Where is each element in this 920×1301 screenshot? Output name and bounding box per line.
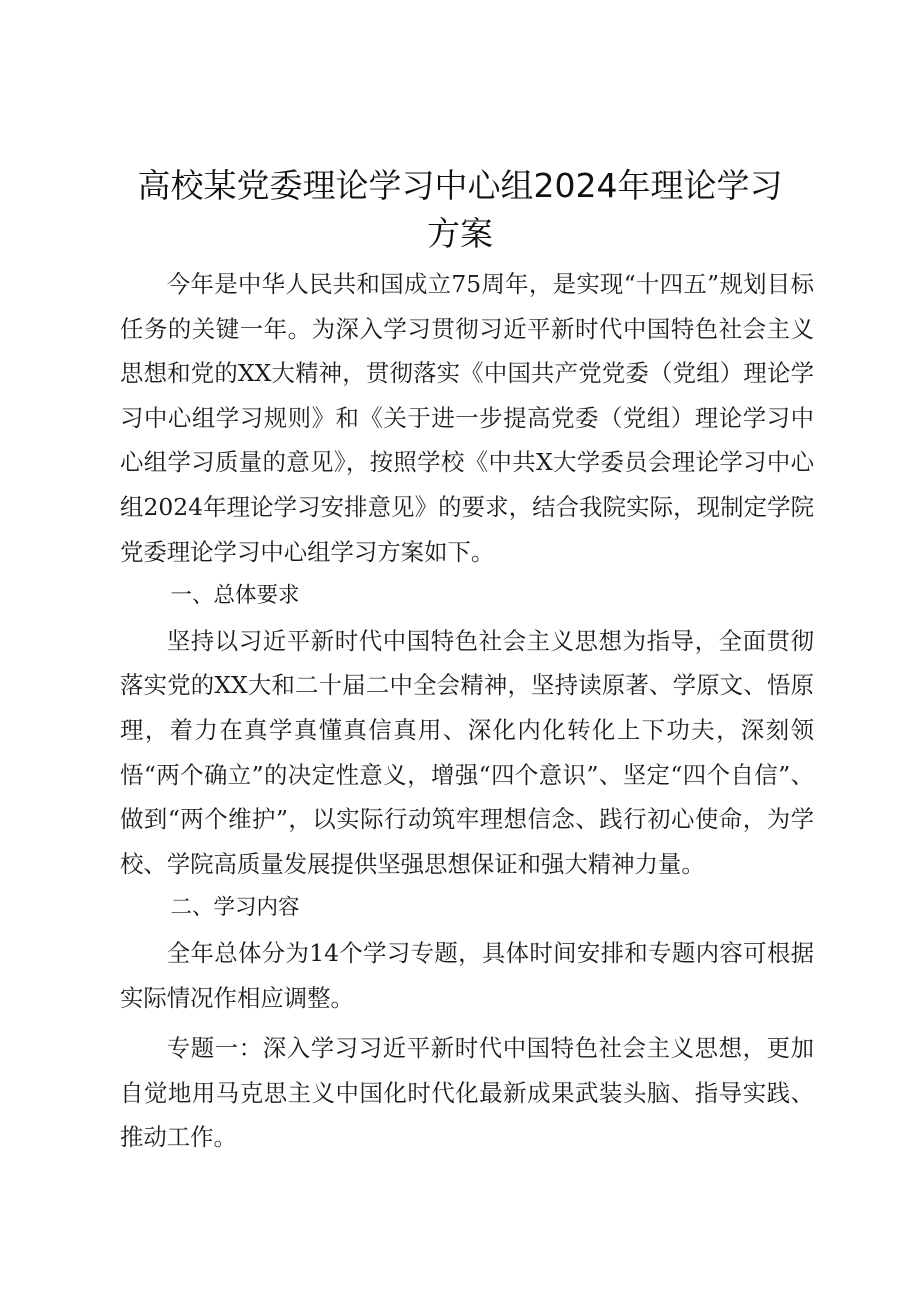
section-heading-study-content: 二、学习内容 — [170, 895, 300, 921]
intro-paragraph: 今年是中华人民共和国成立75周年，是实现“十四五”规划目标任务的关键一年。为深入学习贯彻习近平新时代中国特色社会主义思想和党的XX大精神，贯彻落实《中国共产党党委（党组）理论学习中心组学习规则》和《关于进一步提高党委（党组）理论学习中心组学习质量的意见》，按照学校《中共X大学委员会理论学习中心组2024年理论学习安排意见》的要求，结合我院实际，现制定学院党委理论学习中心组学习方案如下。 — [120, 270, 814, 566]
document-title — [100, 162, 820, 258]
topic-one-paragraph: 专题一：深入学习习近平新时代中国特色社会主义思想，更加自觉地用马克思主义中国化时代化最新成果武装头脑、指导实践、推动工作。 — [120, 1034, 814, 1152]
document-body — [120, 262, 814, 1160]
title-line-2: 方案 — [427, 214, 493, 253]
study-content-paragraph: 全年总体分为14个学习专题，具体时间安排和专题内容可根据实际情况作相应调整。 — [120, 938, 814, 1012]
section-heading-general-requirements: 一、总体要求 — [170, 583, 300, 609]
title-line-1: 高校某党委理论学习中心组2024年理论学习 — [137, 166, 783, 205]
general-requirements-paragraph: 坚持以习近平新时代中国特色社会主义思想为指导，全面贯彻落实党的XX大和二十届二中全会精神，坚持读原著、学原文、悟原理，着力在真学真懂真信真用、深化内化转化上下功夫，深刻领悟“两个确立”的决定性意义，增强“四个意识”、坚定“四个自信”、做到“两个维护”，以实际行动筑牢理想信念、践行初心使命，为学校、学院高质量发展提供坚强思想保证和强大精神力量。 — [120, 626, 814, 878]
